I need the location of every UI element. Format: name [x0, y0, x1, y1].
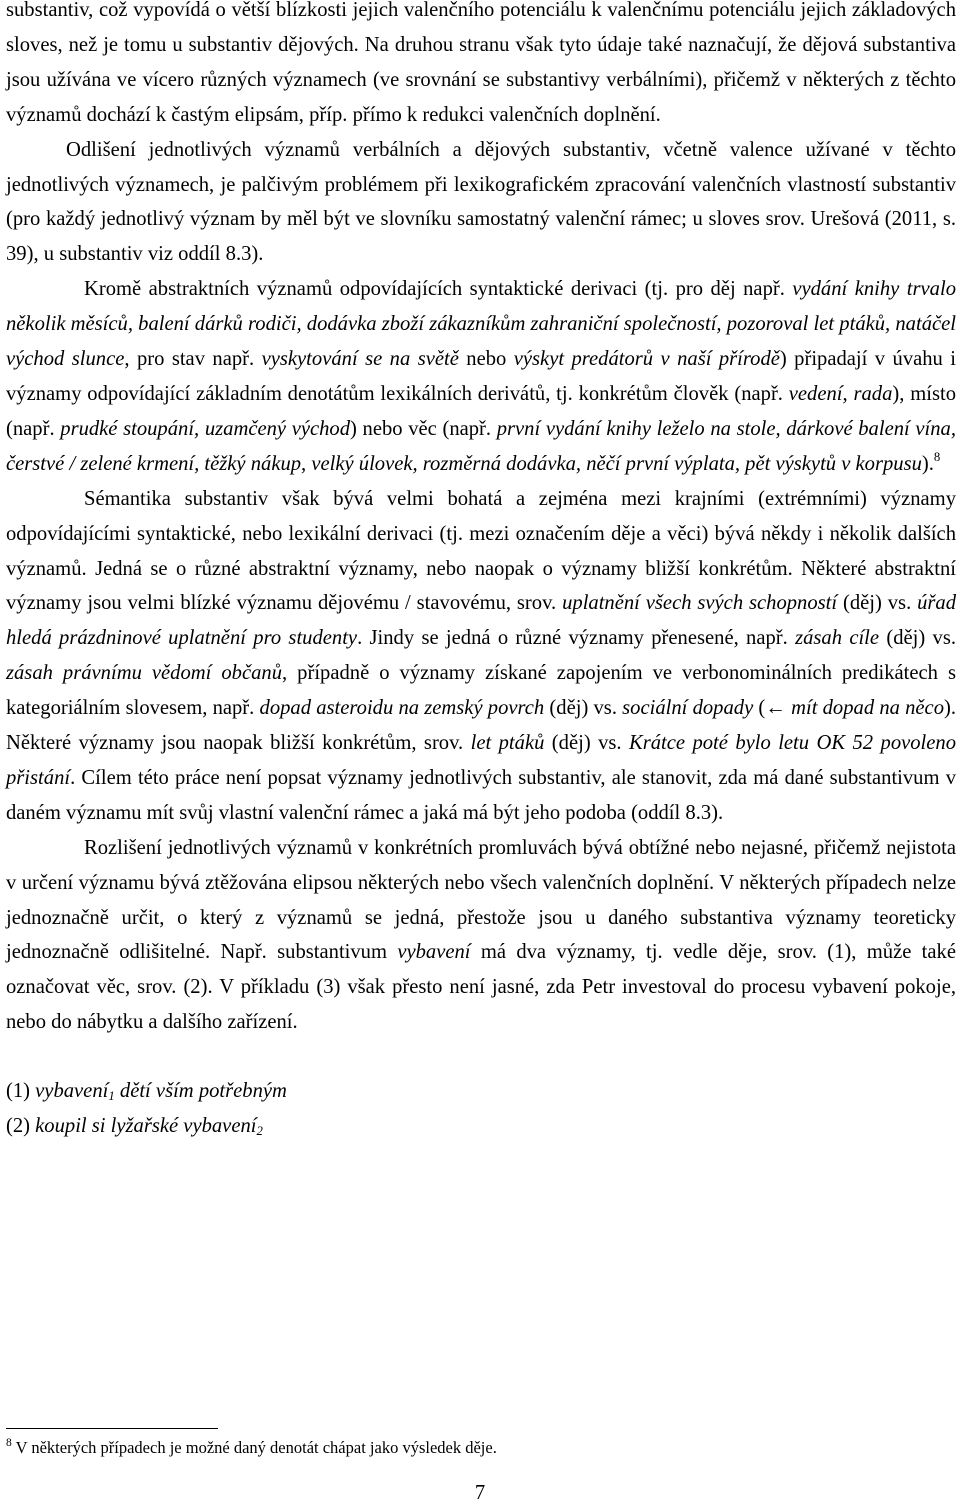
left-arrow-icon: ← [765, 697, 786, 720]
body-text [6, 0, 956, 1144]
footnote-divider [6, 1428, 218, 1429]
footnote-reference[interactable]: 8 [933, 449, 941, 464]
paragraph-5: Rozlišení jednotlivých významů v konkrétních promluvách bývá obtížné nebo nejasné, přičemž nejistota v určení významu bývá ztěžována elipsou některých nebo všech valenčních doplnění. V některých případech nelze jednoznačně určit, o který z významů se jedná, přestože jsou u daného substantiva významy teoreticky jednoznačně odlišitelné. Např. substantivum vybavení má dva významy, tj. vedle děje, srov. (1), může také označovat věc, srov. (2). V příkladu (3) však přesto není jasné, zda Petr investoval do procesu vybavení pokoje, nebo do nábytku a dalšího zařízení. [6, 836, 956, 1034]
paragraph-4: Sémantika substantiv však bývá velmi bohatá a zejména mezi krajními (extrémními) významy odpovídajícími syntaktické, nebo lexikální derivaci (tj. mezi označením děje a věci) bývá někdy i několik dalších významů. Jedná se o různé abstraktní významy, nebo naopak o významy bližší konkrétům. Některé abstraktní významy jsou velmi blízké významu dějovému / stavovému, srov. uplatnění všech svých schopností (děj) vs. úřad hledá prázdninové uplatnění pro studenty. Jindy se jedná o různé významy přenesené, např. zásah cíle (děj) vs. zásah právnímu vědomí občanů, případně o významy získané zapojením ve verbonominálních predikátech s kategoriálním slovesem, např. dopad asteroidu na zemský povrch (děj) vs. sociální dopady (← mít dopad na něco). Některé významy jsou naopak bližší konkrétům, srov. let ptáků (děj) vs. Krátce poté bylo letu OK 52 povoleno přistání. Cílem této práce není popsat významy jednotlivých substantiv, ale stanovit, zda má dané substantivum v daném významu mít svůj vlastní valenční rámec a jaká má být jeho podoba (oddíl 8.3). [6, 487, 957, 824]
paragraph-3: Kromě abstraktních významů odpovídajících syntaktické derivaci (tj. pro děj např. vydání knihy trvalo několik měsíců, balení dárků rodiči, dodávka zboží zákazníkům zahraniční společností, pozoroval let ptáků, natáčel východ slunce, pro stav např. vyskytování se na světě nebo výskyt predátorů v naší přírodě) připadají v úvahu i významy odpovídající základním denotátům lexikálních derivátů, tj. konkrétům člověk (např. vedení, rada), místo (např. prudké stoupání, uzamčený východ) nebo věc (např. první vydání knihy leželo na stole, dárkové balení vína, čerstvé / zelené krmení, těžký nákup, velký úlovek, rozměrná dodávka, něčí první výplata, pět výskytů v korpusu).$^8$ [6, 278, 957, 475]
page-number: 7 [474, 1482, 486, 1504]
footnote-mark: 8 [6, 1437, 12, 1450]
paragraph-1: substantiv, což vypovídá o větší blízkosti jejich valenčního potenciálu k valenčnímu potenciálu jejich základových sloves, než je tomu u substantiv dějových. Na druhou stranu však tyto údaje také naznačují, že dějová substantiva jsou užívána ve vícero různých významech (ve srovnání se substantivy verbálními), přičemž v některých z těchto významů dochází k častým elipsám, příp. přímo k redukci valenčních doplnění. [6, 0, 956, 126]
footnote-text: V některých případech je možné daný denotát chápat jako výsledek děje. [11, 1438, 497, 1457]
example-2: (2) koupil si lyžařské vybavení$_2$ [6, 1115, 263, 1139]
footnote [6, 1438, 946, 1458]
paragraph-2: Odlišení jednotlivých významů verbálních a dějových substantiv, včetně valence užívané v těchto jednotlivých významech, je palčivým problémem při lexikografickém zpracování valenčních vlastností substantiv (pro každý jednotlivý význam by měl být ve slovníku samostatný valenční rámec; u sloves srov. Urešová (2011, s. 39), u substantiv viz oddíl 8.3). [6, 138, 956, 266]
example-1: (1) vybavení$_1$ dětí vším potřebným [6, 1080, 287, 1104]
